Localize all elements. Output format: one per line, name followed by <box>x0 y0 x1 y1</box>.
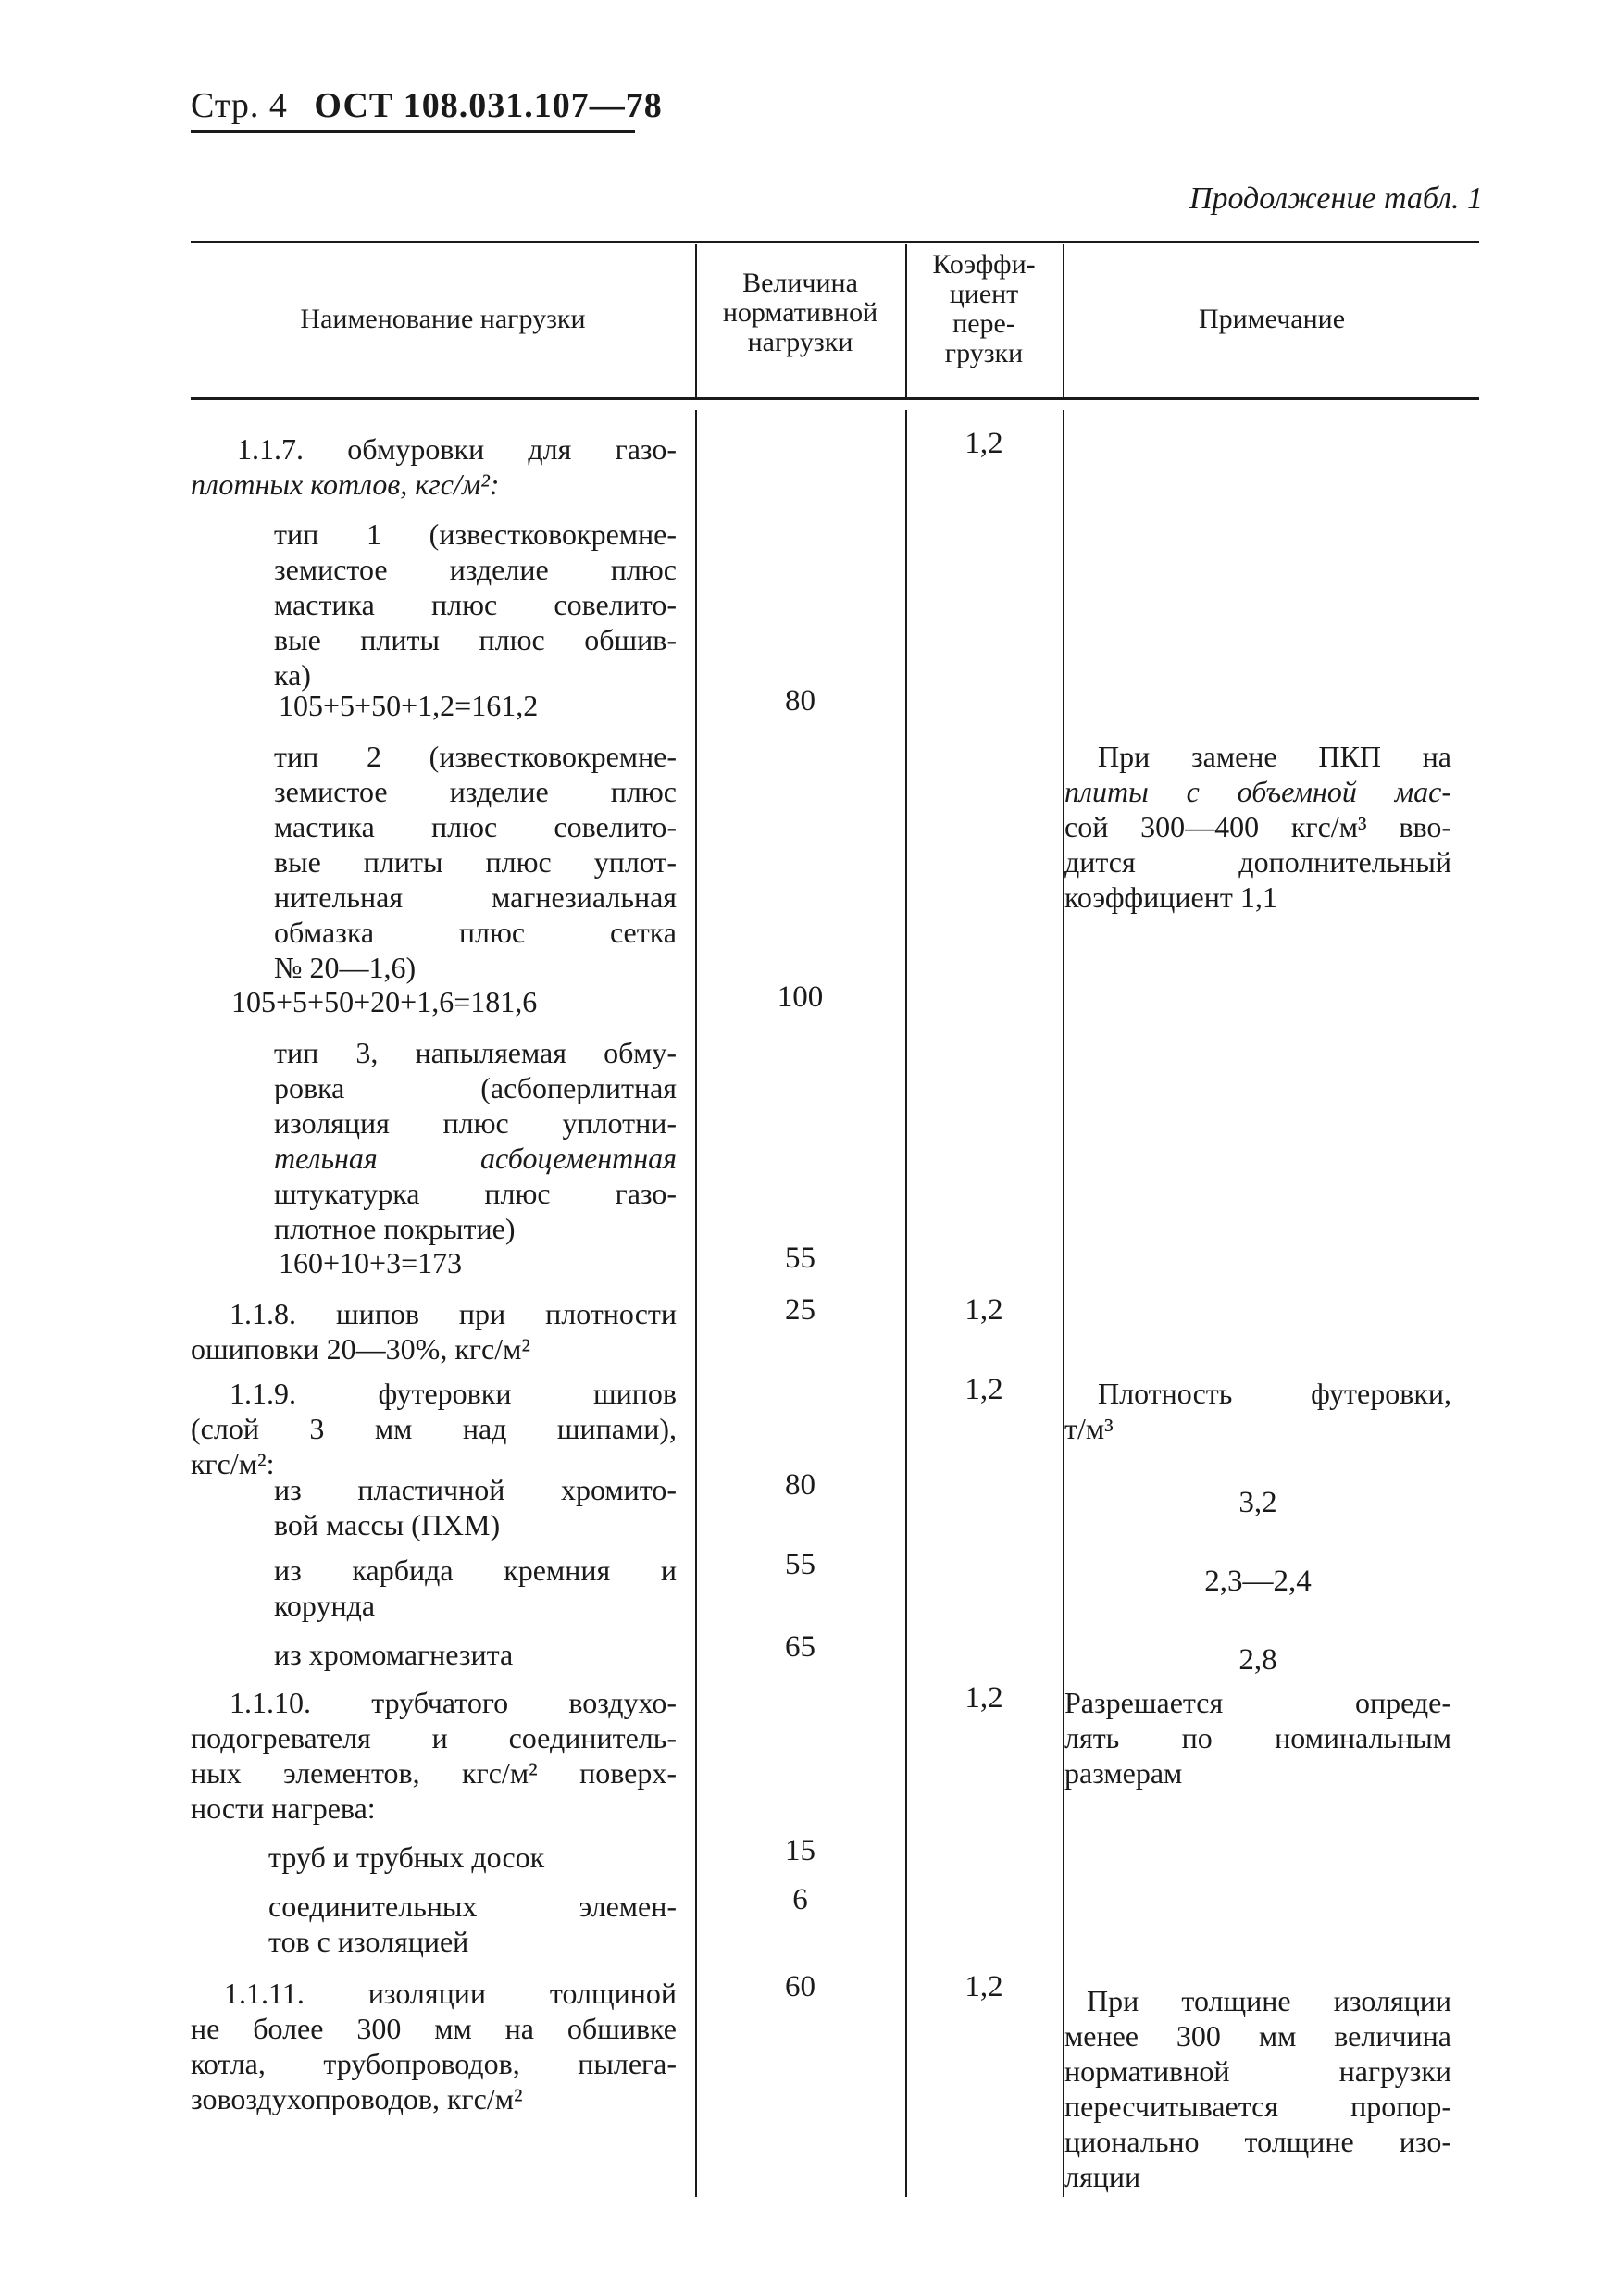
page-header <box>191 85 663 126</box>
row-1-1-8-name: 1.1.8. шипов при плотности ошиповки 20—30%, кгс/м² <box>191 1297 677 1366</box>
type-3-formula: 160+10+3=173 <box>279 1246 463 1279</box>
row-1-1-11-name: 1.1.11. изоляции толщиной не более 300 мм на обшивке котла, трубопроводов, пылега- зовоздухопроводов, кгс/м² <box>191 1977 677 2115</box>
type-2-description: тип 2 (известковокремне- земистое изделие плюс мастика плюс совелито- вые плиты плюс уплот- нительная магнезиальная обмазка плюс сетка № 20—1,6) <box>274 740 677 984</box>
phm-value: 80 <box>785 1468 815 1502</box>
chrome-magnesite-value: 65 <box>785 1630 815 1664</box>
row-1-1-9-note: Плотность футеровки, т/м³ <box>1064 1377 1451 1445</box>
type-1-description: тип 1 (известковокремне- земистое изделие плюс мастика плюс совелито- вые плиты плюс обшив- ка) <box>274 518 677 692</box>
connecting-elements-description: соединительных элемен- тов с изоляцией <box>268 1890 677 1958</box>
table-top-rule <box>191 241 1479 243</box>
row-1-1-7-name: 1.1.7. обмуровки для газо- плотных котлов, кгс/м²: <box>191 432 677 501</box>
chrome-magnesite-density: 2,8 <box>1238 1643 1277 1677</box>
row-1-1-9-coef: 1,2 <box>965 1373 1003 1406</box>
row-1-1-10-name: 1.1.10. трубчатого воздухо- подогревателя и соединитель- ных элементов, кгс/м² поверх- ности нагрева: <box>191 1686 677 1825</box>
row-1-1-11-coef: 1,2 <box>965 1970 1003 2003</box>
type-2-note: При замене ПКП на плиты с объемной мас- сой 300—400 кгс/м³ вво- дится дополнительный коэффициент 1,1 <box>1064 740 1451 914</box>
phm-description: из пластичной хромито- вой массы (ПХМ) <box>274 1473 677 1541</box>
row-1-1-11-note: При толщине изоляции менее 300 мм величина нормативной нагрузки пересчитывается пропор- ционально толщине изо- ляции <box>1064 1984 1451 2193</box>
type-3-value: 55 <box>785 1242 815 1275</box>
row-1-1-9-name: 1.1.9. футеровки шипов (слой 3 мм над шипами), кгс/м²: <box>191 1377 677 1480</box>
row-1-1-8-value: 25 <box>785 1293 815 1327</box>
row-1-1-7-coef: 1,2 <box>965 427 1003 460</box>
sic-density: 2,3—2,4 <box>1204 1565 1312 1598</box>
phm-density: 3,2 <box>1238 1486 1277 1519</box>
type-2-formula: 105+5+50+20+1,6=181,6 <box>231 985 538 1018</box>
type-3-description: тип 3, напыляемая обму- ровка (асбоперлитная изоляция плюс уплотни- тельная асбоцементная штукатурка плюс газо- плотное покрытие) <box>274 1036 677 1245</box>
chrome-magnesite-description: из хромомагнезита <box>274 1638 514 1671</box>
row-1-1-10-coef: 1,2 <box>965 1681 1003 1715</box>
sic-description: из карбида кремния и корунда <box>274 1554 677 1622</box>
col-header-note: Примечание <box>1198 304 1346 334</box>
sic-value: 55 <box>785 1548 815 1581</box>
header-underline <box>191 130 635 133</box>
col-header-value: Величина нормативной нагрузки <box>722 268 878 357</box>
row-1-1-11-value: 60 <box>785 1970 815 2003</box>
col-header-name: Наименование нагрузки <box>300 304 586 334</box>
standard-code: ОСТ 108.031.107—78 <box>314 86 663 125</box>
row-1-1-8-coef: 1,2 <box>965 1293 1003 1327</box>
tubes-value: 15 <box>785 1834 815 1867</box>
page-number: Стр. 4 <box>191 86 288 125</box>
tubes-description: труб и трубных досок <box>268 1841 545 1874</box>
table-continuation-label: Продолжение табл. 1 <box>1189 181 1483 216</box>
table-header-rule <box>191 397 1479 400</box>
body-divider-3 <box>1063 410 1064 2197</box>
row-1-1-10-note: Разрешается опреде- лять по номинальным размерам <box>1064 1686 1451 1790</box>
type-1-formula: 105+5+50+1,2=161,2 <box>279 689 539 722</box>
col-header-coef: Коэффи- циент пере- грузки <box>932 249 1036 368</box>
connecting-elements-value: 6 <box>792 1883 808 1916</box>
type-1-value: 80 <box>785 684 815 718</box>
type-2-value: 100 <box>777 980 824 1014</box>
